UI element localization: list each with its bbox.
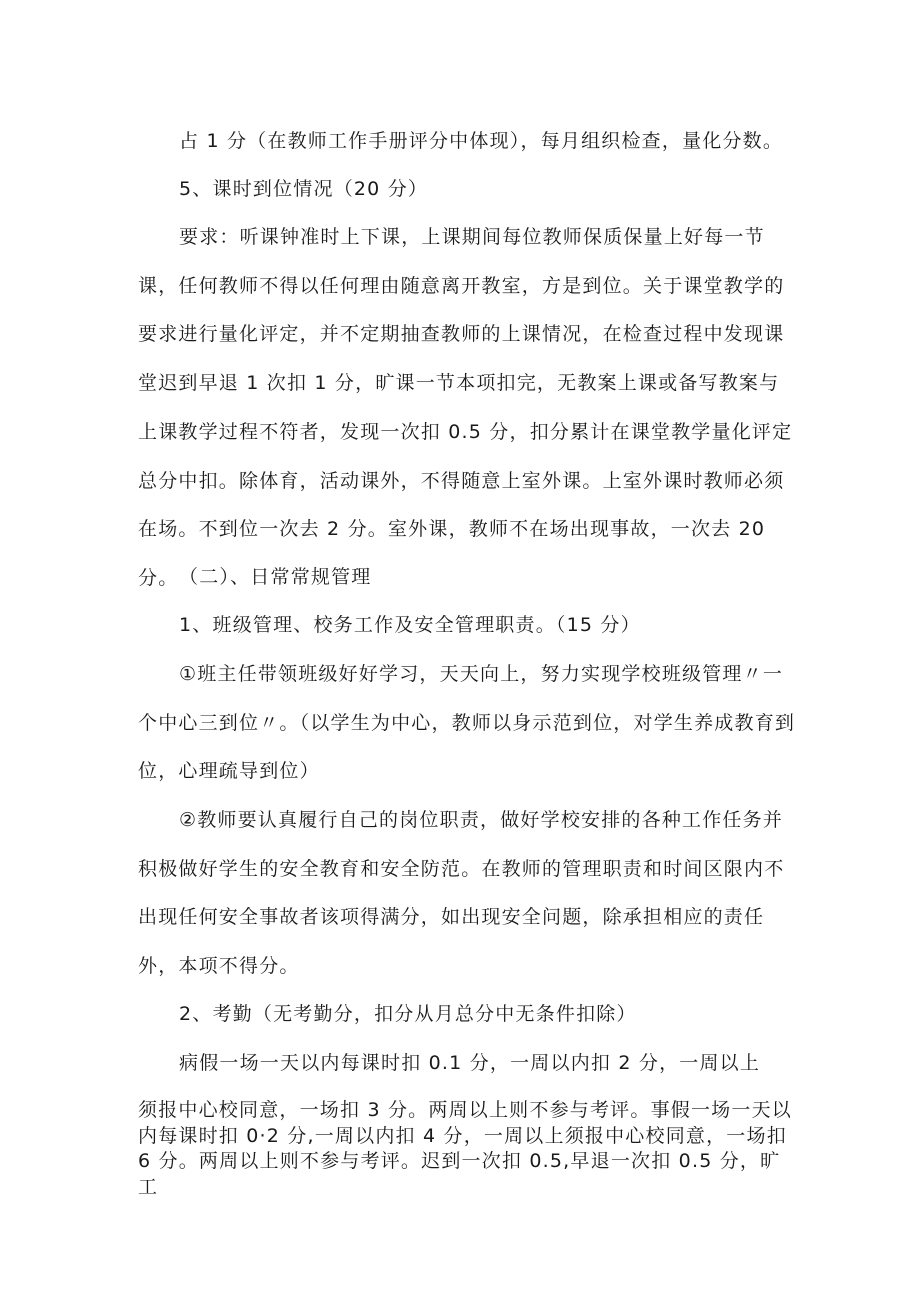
- text-line: 须报中心校同意，一场扣 3 分。两周以上则不参与考评。事假一场一天以: [138, 1099, 792, 1121]
- text-line: 内每课时扣 0·2 分,一周以内扣 4 分，一周以上须报中心校同意，一场扣: [138, 1124, 787, 1147]
- subheading-attendance: 2、考勤（无考勤分，扣分从月总分中无条件扣除）: [179, 1003, 637, 1025]
- paragraph-homeroom-teacher: ①班主任带领班级好好学习，天天向上，努力实现学校班级管理〃一个中心三到位〃。（以学生为中心，教师以身示范到位，对学生养成教育到位，心理疏导到位）: [138, 663, 796, 783]
- section-heading-class-hours: 5、课时到位情况（20 分）: [179, 178, 429, 200]
- paragraph-leave-rules: [138, 1098, 798, 1200]
- paragraph-score-record: 占 1 分（在教师工作手册评分中体现），每月组织检查，量化分数。: [179, 130, 784, 152]
- subheading-class-management: 1、班级管理、校务工作及安全管理职责。（15 分）: [179, 614, 641, 636]
- section-heading-daily-management: （二）、日常常规管理: [179, 566, 372, 588]
- text-line: 6 分。两周以上则不参与考评。迟到一次扣 0.5,早退一次扣 0.5 分，旷工: [138, 1150, 781, 1198]
- paragraph-sick-leave: 病假一场一天以内每课时扣 0.1 分，一周以内扣 2 分，一周以上: [179, 1052, 761, 1074]
- paragraph-class-requirements: 要求：听课钟准时上下课，上课期间每位教师保质保量上好每一节课，任何教师不得以任何理由随意离开教室，方是到位。关于课堂教学的要求进行量化评定，并不定期抽查教师的上课情况，在检查过程中发现课堂迟到早退 1 次扣 1 分，旷课一节本项扣完，无教案上课或备写教案与上课教学过程不符者，发现一次扣 0.5 分，扣分累计在课堂教学量化评定总分中扣。除体育，活动课外，不得随意上室外课。上室外课时教师必须在场。不到位一次去 2 分。室外课，教师不在场出现事故，一次去 20 分。: [138, 226, 793, 589]
- paragraph-teacher-duties: ②教师要认真履行自己的岗位职责，做好学校安排的各种工作任务并积极做好学生的安全教育和安全防范。在教师的管理职责和时间区限内不出现任何安全事故者该项得满分，如出现安全问题，除承担相应的责任外，本项不得分。: [138, 809, 785, 978]
